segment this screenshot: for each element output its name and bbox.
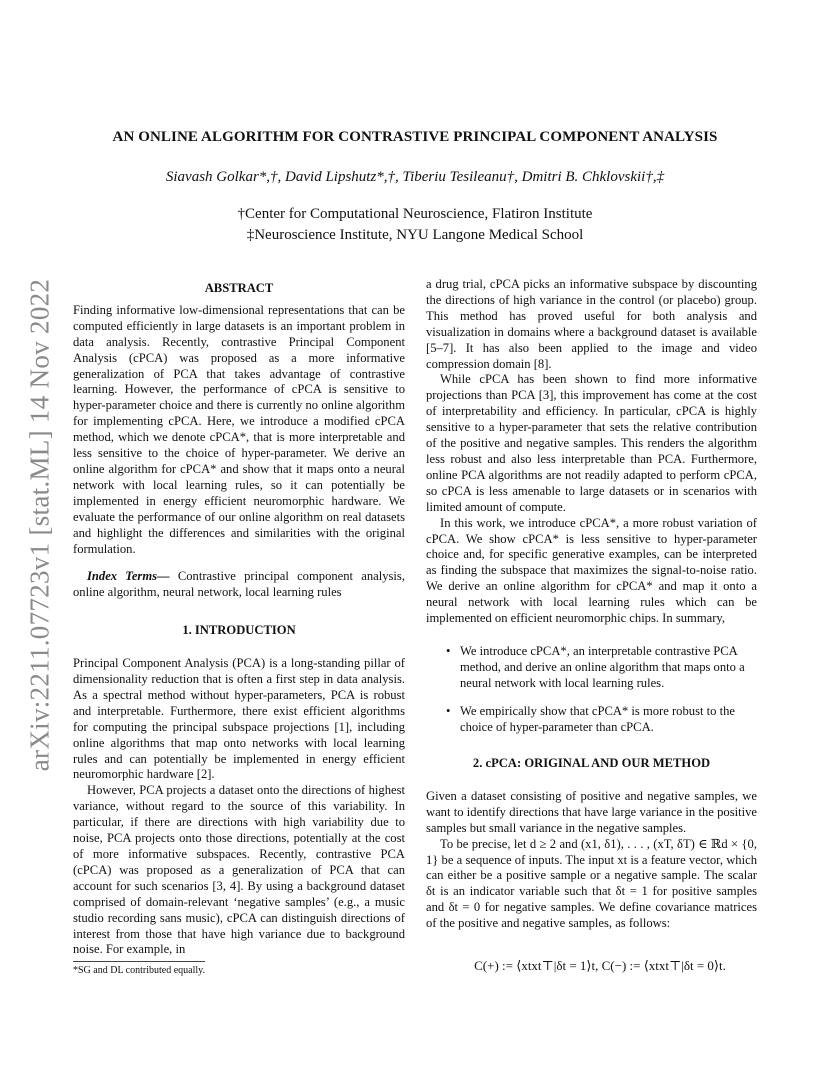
intro-paragraph-2: However, PCA projects a dataset onto the directions of highest variance, without regard to the source of this variability. In particular, if there are directions with high variability due to noise, PCA projects onto those directions, potentially at the cost of more informative subspaces. Recently, contrastive PCA (cPCA) was proposed as a generalization of PCA that can account for such scenarios [3, 4]. By using a background dataset comprised of domain-relevant ‘negative samples’ (e.g., a music studio recording sans music), cPCA can distinguish directions of interest from those that have high variance due to background noise. For example, in [73,783,405,957]
covariance-equation: C(+) := ⟨xtxt⊤|δt = 1⟩t, C(−) := ⟨xtxt⊤|δt = 0⟩t. [474,958,726,973]
affiliation-1: †Center for Computational Neuroscience, Flatiron Institute [237,206,593,222]
intro-paragraph-5: In this work, we introduce cPCA*, a more robust variation of cPCA. We show cPCA* is less sensitive to hyper-parameter choice and, for specific generative examples, can be interpreted as finding the subspace that maximizes the signal-to-noise ratio. We derive an online algorithm for cPCA* and map it onto a neural network with local learning rules which can be implemented on efficient neuromorphic chips. In summary, [426,515,757,626]
right-column-top [426,277,757,627]
footnote-rule [73,961,205,962]
index-terms-label: Index Terms— [87,569,170,584]
bullet-text-2: We empirically show that cPCA* is more robust to the choice of hyper-parameter than cPCA. [460,704,735,734]
section-2-paragraph-1: Given a dataset consisting of positive and negative samples, we want to identify directions that have large variance in the positive samples but small variance in the negative samples. [426,788,757,835]
footnote: *SG and DL contributed equally. [73,965,206,976]
bullet-text-1: We introduce cPCA*, an interpretable contrastive PCA method, and derive an online algorithm that maps onto a neural network with local learning rules. [460,644,745,690]
arxiv-sidebar [20,270,60,780]
right-column-bottom [426,756,757,932]
intro-paragraph-1: Principal Component Analysis (PCA) is a long-standing pillar of dimensionality reduction that is often a first step in data analysis. As a spectral method without hyper-parameters, PCA is robust and interpretable. Furthermore, there exist efficient algorithms for computing the principal subspace projections [1], including online algorithms that map onto networks with local learning rules and can potentially be implemented in energy efficient neuromorphic hardware [2]. [73,656,405,782]
intro-paragraph-4: While cPCA has been shown to find more informative projections than PCA [3], this improvement has come at the cost of interpretability and efficiency. In particular, cPCA is highly sensitive to a hyper-parameter that sets the relative contribution of the positive and negative samples. This renders the algorithm less robust and also less interpretable than PCA. Furthermore, online PCA algorithms are not readily adapted to perform cPCA, so cPCA is less amenable to large datasets or in scenarios with limited amount of compute. [426,372,757,514]
index-terms-text: Contrastive principal component analysis, online algorithm, neural network, local learning rules [73,569,405,600]
affiliation-2: ‡Neuroscience Institute, NYU Langone Medical School [246,227,584,243]
bullet-dot-icon: • [446,644,451,658]
bullet-item-2 [446,704,757,736]
section-1-heading: 1. INTRODUCTION [182,623,296,638]
intro-paragraph-3: a drug trial, cPCA picks an informative subspace by discounting the directions of high variance in the control (or placebo) group. This method has proved useful for both analysis and visualization in domains where a background dataset is available [5–7]. It has also been applied to the image and video compression domain [8]. [426,277,757,371]
abstract-text: Finding informative low-dimensional representations that can be computed efficiently in large datasets is an important problem in data analysis. Recently, contrastive Principal Component Analysis (cPCA) was proposed as a more informative generalization of PCA that takes advantage of contrastive learning. However, the performance of cPCA is sensitive to hyper-parameter choice and there is currently no online algorithm for implementing cPCA. Here, we introduce a modified cPCA method, which we denote cPCA*, that is more interpretable and less sensitive to the choice of hyper-parameter. We derive an online algorithm for cPCA* and show that it maps onto a neural network with local learning rules, so it can potentially be implemented in energy efficient neuromorphic hardware. We evaluate the performance of our online algorithm on real datasets and highlight the differences and similarities with the original formulation. [73,302,405,556]
index-terms [73,569,405,601]
section-2-heading: 2. cPCA: ORIGINAL AND OUR METHOD [472,756,711,770]
abstract-heading: ABSTRACT [204,281,274,295]
arxiv-identifier: arXiv:2211.07723v1 [stat.ML] 14 Nov 2022 [24,278,55,772]
left-column [73,281,405,958]
bullet-item-1 [446,644,757,692]
bullet-dot-icon: • [446,704,451,718]
section-2-paragraph-2: To be precise, let d ≥ 2 and (x1, δ1), . . . , (xT, δT) ∈ ℝd × {0, 1} be a sequence of inputs. The input xt is a feature vector, which can either be a positive sample or a negative sample. The scalar δt is an indicator variable such that δt = 1 for positive samples and δt = 0 for negative samples. We define covariance matrices of the positive and negative samples, as follows: [426,836,757,931]
paper-title: AN ONLINE ALGORITHM FOR CONTRASTIVE PRINCIPAL COMPONENT ANALYSIS [112,129,718,145]
author-list: Siavash Golkar*,†, David Lipshutz*,†, Tiberiu Tesileanu†, Dmitri B. Chklovskii†,‡ [165,169,665,185]
